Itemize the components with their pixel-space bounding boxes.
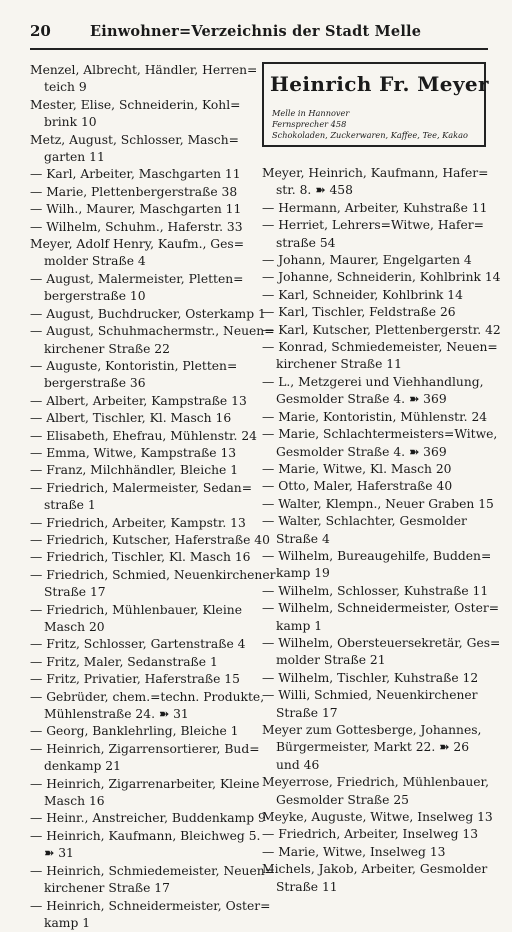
entry-line: Gesmolder Straße 4. ➽ 369 — [262, 444, 488, 461]
directory-entry — [30, 549, 248, 566]
entry-line: kamp 19 — [262, 565, 488, 582]
entry-line: Meyerrose, Friedrich, Mühlenbauer, — [262, 774, 488, 791]
directory-entry — [30, 828, 248, 863]
entry-line: bergerstraße 10 — [30, 288, 248, 305]
directory-entry — [30, 62, 248, 97]
entry-line: — Fritz, Privatier, Haferstraße 15 — [30, 671, 248, 688]
left-column — [30, 62, 248, 932]
directory-entry — [30, 689, 248, 724]
entry-line: kirchener Straße 17 — [30, 880, 248, 897]
entry-line: — Willi, Schmied, Neuenkirchener — [262, 687, 488, 704]
ad-products: Schokoladen, Zuckerwaren, Kaffee, Tee, Kakao — [272, 130, 468, 140]
directory-entry — [30, 480, 248, 515]
entry-line: — August, Schuhmachermstr., Neuen= — [30, 323, 248, 340]
entry-line: — Heinrich, Zigarrensortierer, Bud= — [30, 741, 248, 758]
directory-entry — [262, 861, 488, 896]
entry-line: Mühlenstraße 24. ➽ 31 — [30, 706, 248, 723]
entry-line: Meyer, Heinrich, Kaufmann, Hafer= — [262, 165, 488, 182]
entry-line: brink 10 — [30, 114, 248, 131]
entry-line: — Friedrich, Arbeiter, Inselweg 13 — [262, 826, 488, 843]
directory-entry — [30, 97, 248, 132]
entry-line: — Friedrich, Arbeiter, Kampstr. 13 — [30, 515, 248, 532]
entry-line: — Marie, Witwe, Kl. Masch 20 — [262, 461, 488, 478]
directory-entry — [30, 898, 248, 932]
directory-entry — [262, 217, 488, 252]
entry-line: straße 1 — [30, 497, 248, 514]
directory-entry — [262, 304, 488, 321]
entry-line: — Karl, Tischler, Feldstraße 26 — [262, 304, 488, 321]
advertisement-box — [262, 62, 486, 147]
directory-entry — [262, 252, 488, 269]
entry-line: — Fritz, Maler, Sedanstraße 1 — [30, 654, 248, 671]
entry-line: str. 8. ➽ 458 — [262, 182, 488, 199]
entry-line: — Karl, Schneider, Kohlbrink 14 — [262, 287, 488, 304]
ad-phone: Fernsprecher 458 — [272, 119, 346, 129]
entry-line: — L., Metzgerei und Viehhandlung, — [262, 374, 488, 391]
entry-line: — Albert, Tischler, Kl. Masch 16 — [30, 410, 248, 427]
entry-line: — Albert, Arbeiter, Kampstraße 13 — [30, 393, 248, 410]
ad-location: Melle in Hannover — [272, 108, 349, 118]
directory-entry — [30, 219, 248, 236]
entry-line: Michels, Jakob, Arbeiter, Gesmolder — [262, 861, 488, 878]
directory-entry — [30, 654, 248, 671]
entry-line: — Emma, Witwe, Kampstraße 13 — [30, 445, 248, 462]
directory-entry — [262, 583, 488, 600]
directory-entry — [30, 810, 248, 827]
directory-entry — [262, 809, 488, 826]
entry-line: — Heinrich, Schmiedemeister, Neuen= — [30, 863, 248, 880]
directory-entry — [30, 132, 248, 167]
entry-line: — Georg, Banklehrling, Bleiche 1 — [30, 723, 248, 740]
entry-line: straße 54 — [262, 235, 488, 252]
directory-entry — [30, 236, 248, 271]
directory-entry — [262, 513, 488, 548]
directory-entry — [30, 184, 248, 201]
entry-line: — August, Buchdrucker, Osterkamp 1 — [30, 306, 248, 323]
entry-line: Mester, Elise, Schneiderin, Kohl= — [30, 97, 248, 114]
entry-line: — Walter, Schlachter, Gesmolder — [262, 513, 488, 530]
directory-entry — [30, 410, 248, 427]
entry-line: — Karl, Arbeiter, Maschgarten 11 — [30, 166, 248, 183]
directory-entry — [30, 462, 248, 479]
entry-line: — Wilhelm, Tischler, Kuhstraße 12 — [262, 670, 488, 687]
entry-line: und 46 — [262, 757, 488, 774]
directory-entry — [30, 863, 248, 898]
directory-entry — [262, 722, 488, 774]
directory-entry — [262, 339, 488, 374]
entry-line: Bürgermeister, Markt 22. ➽ 26 — [262, 739, 488, 756]
directory-entry — [30, 671, 248, 688]
entry-line: teich 9 — [30, 79, 248, 96]
entry-line: Gesmolder Straße 25 — [262, 792, 488, 809]
entry-line: — Wilhelm, Schneidermeister, Oster= — [262, 600, 488, 617]
entry-line: — Auguste, Kontoristin, Pletten= — [30, 358, 248, 375]
directory-entry — [262, 478, 488, 495]
entry-line: bergerstraße 36 — [30, 375, 248, 392]
entry-line: — Friedrich, Kutscher, Haferstraße 40 — [30, 532, 248, 549]
directory-entry — [262, 635, 488, 670]
directory-entry — [262, 322, 488, 339]
entry-line: — Herriet, Lehrers=Witwe, Hafer= — [262, 217, 488, 234]
entry-line: — Marie, Kontoristin, Mühlenstr. 24 — [262, 409, 488, 426]
entry-line: kamp 1 — [30, 915, 248, 932]
directory-entry — [262, 844, 488, 861]
entry-line: — Konrad, Schmiedemeister, Neuen= — [262, 339, 488, 356]
entry-line: — Karl, Kutscher, Plettenbergerstr. 42 — [262, 322, 488, 339]
entry-line: — Gebrüder, chem.=techn. Produkte, — [30, 689, 248, 706]
entry-line: — Heinrich, Kaufmann, Bleichweg 5. — [30, 828, 248, 845]
entry-line: — Elisabeth, Ehefrau, Mühlenstr. 24 — [30, 428, 248, 445]
ad-business-name: Heinrich Fr. Meyer — [270, 72, 489, 96]
entry-line: Straße 17 — [30, 584, 248, 601]
directory-entry — [30, 271, 248, 306]
entry-line: — August, Malermeister, Pletten= — [30, 271, 248, 288]
entry-line: — Fritz, Schlosser, Gartenstraße 4 — [30, 636, 248, 653]
entry-line: — Friedrich, Tischler, Kl. Masch 16 — [30, 549, 248, 566]
entry-line: Straße 11 — [262, 879, 488, 896]
entry-line: — Wilhelm, Schlosser, Kuhstraße 11 — [262, 583, 488, 600]
directory-entry — [30, 428, 248, 445]
directory-entry — [262, 200, 488, 217]
directory-entry — [262, 165, 488, 200]
entry-line: garten 11 — [30, 149, 248, 166]
directory-entry — [262, 374, 488, 409]
directory-entry — [262, 548, 488, 583]
directory-entry — [30, 741, 248, 776]
directory-entry — [262, 461, 488, 478]
entry-line: — Friedrich, Mühlenbauer, Kleine — [30, 602, 248, 619]
entry-line: denkamp 21 — [30, 758, 248, 775]
entry-line: — Heinr., Anstreicher, Buddenkamp 9 — [30, 810, 248, 827]
page-number: 20 — [30, 22, 51, 40]
entry-line: — Johann, Maurer, Engelgarten 4 — [262, 252, 488, 269]
running-title: Einwohner=Verzeichnis der Stadt Melle — [90, 23, 421, 40]
directory-entry — [30, 723, 248, 740]
entry-line: Masch 16 — [30, 793, 248, 810]
header-rule — [30, 48, 488, 50]
entry-line: Meyer zum Gottesberge, Johannes, — [262, 722, 488, 739]
entry-line: — Otto, Maler, Haferstraße 40 — [262, 478, 488, 495]
directory-entry — [30, 358, 248, 393]
directory-entry — [30, 776, 248, 811]
directory-entry — [262, 774, 488, 809]
page-header — [30, 22, 486, 46]
entry-line: — Marie, Schlachtermeisters=Witwe, — [262, 426, 488, 443]
entry-line: — Wilhelm, Schuhm., Haferstr. 33 — [30, 219, 248, 236]
directory-entry — [30, 567, 248, 602]
entry-line: — Wilhelm, Bureaugehilfe, Budden= — [262, 548, 488, 565]
entry-line: — Walter, Klempn., Neuer Graben 15 — [262, 496, 488, 513]
entry-line: — Heinrich, Zigarrenarbeiter, Kleine — [30, 776, 248, 793]
right-column — [262, 165, 488, 896]
entry-line: — Johanne, Schneiderin, Kohlbrink 14 — [262, 269, 488, 286]
entry-line: kirchener Straße 22 — [30, 341, 248, 358]
entry-line: Gesmolder Straße 4. ➽ 369 — [262, 391, 488, 408]
directory-entry — [262, 826, 488, 843]
directory-entry — [262, 409, 488, 426]
directory-entry — [30, 393, 248, 410]
entry-line: Meyke, Auguste, Witwe, Inselweg 13 — [262, 809, 488, 826]
directory-entry — [30, 166, 248, 183]
entry-line: — Marie, Witwe, Inselweg 13 — [262, 844, 488, 861]
entry-line: kamp 1 — [262, 618, 488, 635]
directory-entry — [262, 426, 488, 461]
directory-entry — [30, 306, 248, 323]
entry-line: Meyer, Adolf Henry, Kaufm., Ges= — [30, 236, 248, 253]
directory-entry — [30, 323, 248, 358]
directory-entry — [30, 636, 248, 653]
directory-entry — [30, 602, 248, 637]
entry-line: — Friedrich, Malermeister, Sedan= — [30, 480, 248, 497]
entry-line: — Wilhelm, Obersteuersekretär, Ges= — [262, 635, 488, 652]
entry-line: Straße 4 — [262, 531, 488, 548]
entry-line: molder Straße 4 — [30, 253, 248, 270]
entry-line: Menzel, Albrecht, Händler, Herren= — [30, 62, 248, 79]
entry-line: Masch 20 — [30, 619, 248, 636]
entry-line: — Marie, Plettenbergerstraße 38 — [30, 184, 248, 201]
directory-entry — [30, 515, 248, 532]
directory-entry — [30, 201, 248, 218]
entry-line: — Hermann, Arbeiter, Kuhstraße 11 — [262, 200, 488, 217]
entry-line: molder Straße 21 — [262, 652, 488, 669]
entry-line: Straße 17 — [262, 705, 488, 722]
entry-line: — Friedrich, Schmied, Neuenkirchener — [30, 567, 248, 584]
entry-line: Metz, August, Schlosser, Masch= — [30, 132, 248, 149]
entry-line: kirchener Straße 11 — [262, 356, 488, 373]
directory-entry — [262, 600, 488, 635]
directory-entry — [30, 532, 248, 549]
directory-entry — [30, 445, 248, 462]
entry-line: — Franz, Milchhändler, Bleiche 1 — [30, 462, 248, 479]
entry-line: ➽ 31 — [30, 845, 248, 862]
directory-entry — [262, 496, 488, 513]
entry-line: — Wilh., Maurer, Maschgarten 11 — [30, 201, 248, 218]
entry-line: — Heinrich, Schneidermeister, Oster= — [30, 898, 248, 915]
directory-entry — [262, 670, 488, 687]
directory-entry — [262, 269, 488, 286]
directory-entry — [262, 687, 488, 722]
directory-entry — [262, 287, 488, 304]
